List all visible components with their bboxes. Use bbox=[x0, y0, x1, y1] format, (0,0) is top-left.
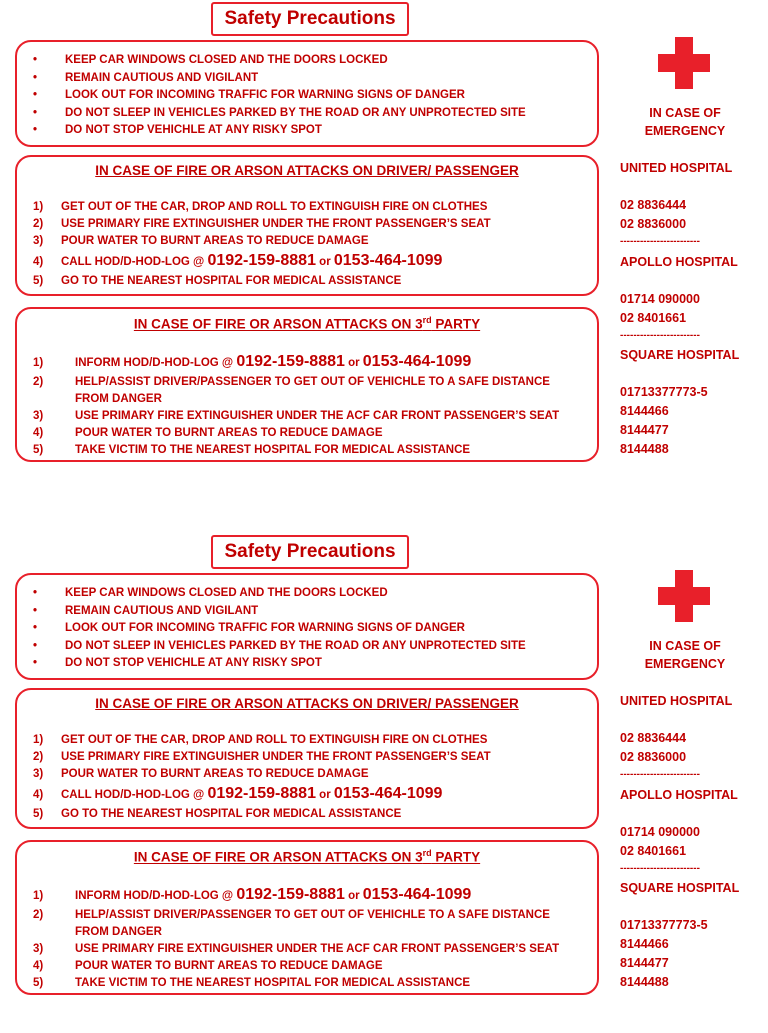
phone-number: 0192-159-8881 bbox=[207, 785, 316, 802]
third-party-heading: IN CASE OF FIRE OR ARSON ATTACKS ON 3rd PARTY bbox=[133, 848, 481, 865]
step-item: 5) TAKE VICTIM TO THE NEAREST HOSPITAL FOR MEDICAL ASSISTANCE bbox=[33, 444, 471, 456]
phone-number: 0153-464-1099 bbox=[362, 886, 472, 903]
driver-passenger-box bbox=[15, 688, 599, 829]
safety-card bbox=[0, 0, 768, 500]
separator: ------------------------ bbox=[620, 769, 700, 780]
separator: ------------------------ bbox=[620, 236, 700, 247]
precaution-item: • LOOK OUT FOR INCOMING TRAFFIC FOR WARNING SIGNS OF DANGER bbox=[33, 89, 465, 101]
precautions-list bbox=[33, 52, 526, 140]
phone-number: 02 8836444 bbox=[620, 198, 687, 212]
third-party-steps bbox=[33, 884, 559, 992]
precaution-item: • REMAIN CAUTIOUS AND VIGILANT bbox=[33, 71, 259, 84]
precaution-item: • DO NOT SLEEP IN VEHICLES PARKED BY THE ROAD OR ANY UNPROTECTED SITE bbox=[33, 106, 526, 119]
phone-number: 01713377773-5 bbox=[620, 918, 708, 932]
step-item: 4) CALL HOD/D-HOD-LOG @ 0192-159-8881 or 0153-464-1099 bbox=[33, 785, 443, 802]
phone-number: 0153-464-1099 bbox=[333, 252, 443, 269]
third-party-heading: IN CASE OF FIRE OR ARSON ATTACKS ON 3rd PARTY bbox=[133, 315, 481, 332]
hospital-name: SQUARE HOSPITAL bbox=[620, 348, 740, 362]
phone-number: 8144488 bbox=[620, 442, 669, 456]
step-item: 5) GO TO THE NEAREST HOSPITAL FOR MEDICAL ASSISTANCE bbox=[33, 275, 402, 287]
step-item: 1) INFORM HOD/D-HOD-LOG @ 0192-159-8881 or 0153-464-1099 bbox=[33, 353, 472, 370]
precautions-list bbox=[33, 585, 526, 673]
precautions-box bbox=[15, 573, 599, 680]
third-party-box bbox=[15, 307, 599, 462]
step-item: 1) GET OUT OF THE CAR, DROP AND ROLL TO EXTINGUISH FIRE ON CLOTHES bbox=[33, 734, 488, 746]
phone-number: 0192-159-8881 bbox=[236, 353, 345, 370]
driver-steps bbox=[33, 199, 491, 290]
hospital-name: SQUARE HOSPITAL bbox=[620, 881, 740, 895]
phone-number: 01714 090000 bbox=[620, 292, 700, 306]
precaution-item: • KEEP CAR WINDOWS CLOSED AND THE DOORS LOCKED bbox=[33, 587, 388, 599]
phone-number: 8144477 bbox=[620, 956, 669, 970]
step-item: 1) INFORM HOD/D-HOD-LOG @ 0192-159-8881 or 0153-464-1099 bbox=[33, 886, 472, 903]
phone-number: 8144466 bbox=[620, 404, 669, 418]
precaution-item: • DO NOT SLEEP IN VEHICLES PARKED BY THE ROAD OR ANY UNPROTECTED SITE bbox=[33, 639, 526, 652]
step-item: 3) POUR WATER TO BURNT AREAS TO REDUCE DAMAGE bbox=[33, 235, 369, 247]
third-party-box bbox=[15, 840, 599, 995]
safety-card bbox=[0, 533, 768, 1033]
phone-number: 8144488 bbox=[620, 975, 669, 989]
driver-passenger-box bbox=[15, 155, 599, 296]
separator: ------------------------ bbox=[620, 330, 700, 341]
phone-number: 02 8836000 bbox=[620, 750, 687, 764]
driver-section-heading: IN CASE OF FIRE OR ARSON ATTACKS ON DRIVER/ PASSENGER bbox=[95, 696, 519, 711]
phone-number: 0153-464-1099 bbox=[333, 785, 443, 802]
precaution-item: • DO NOT STOP VEHICHLE AT ANY RISKY SPOT bbox=[33, 124, 322, 136]
card-title: Safety Precautions bbox=[211, 2, 409, 36]
phone-number: 0192-159-8881 bbox=[236, 886, 345, 903]
third-party-steps bbox=[33, 351, 559, 459]
precaution-item: • REMAIN CAUTIOUS AND VIGILANT bbox=[33, 604, 259, 617]
phone-number: 8144466 bbox=[620, 937, 669, 951]
emergency-label: IN CASE OF EMERGENCY bbox=[644, 106, 726, 138]
phone-number: 02 8401661 bbox=[620, 311, 687, 325]
step-item: 4) POUR WATER TO BURNT AREAS TO REDUCE DAMAGE bbox=[33, 960, 383, 972]
phone-number: 02 8401661 bbox=[620, 844, 687, 858]
precautions-box bbox=[15, 40, 599, 147]
phone-number: 0192-159-8881 bbox=[207, 252, 316, 269]
step-item-continuation: FROM DANGER bbox=[75, 926, 162, 938]
red-cross-icon bbox=[658, 570, 710, 622]
step-item-continuation: FROM DANGER bbox=[75, 393, 162, 405]
phone-number: 8144477 bbox=[620, 423, 669, 437]
hospital-name: APOLLO HOSPITAL bbox=[620, 255, 738, 269]
step-item: 2) HELP/ASSIST DRIVER/PASSENGER TO GET OUT OF VEHICHLE TO A SAFE DISTANCE bbox=[33, 376, 550, 388]
step-item: 4) POUR WATER TO BURNT AREAS TO REDUCE DAMAGE bbox=[33, 427, 383, 439]
hospital-name: UNITED HOSPITAL bbox=[620, 694, 733, 708]
emergency-label: IN CASE OF EMERGENCY bbox=[644, 639, 726, 671]
step-item: 2) USE PRIMARY FIRE EXTINGUISHER UNDER THE FRONT PASSENGER’S SEAT bbox=[33, 218, 491, 230]
phone-number: 02 8836444 bbox=[620, 731, 687, 745]
step-item: 5) TAKE VICTIM TO THE NEAREST HOSPITAL FOR MEDICAL ASSISTANCE bbox=[33, 977, 471, 989]
step-item: 5) GO TO THE NEAREST HOSPITAL FOR MEDICAL ASSISTANCE bbox=[33, 808, 402, 820]
step-item: 4) CALL HOD/D-HOD-LOG @ 0192-159-8881 or 0153-464-1099 bbox=[33, 252, 443, 269]
red-cross-icon bbox=[658, 37, 710, 89]
step-item: 3) POUR WATER TO BURNT AREAS TO REDUCE DAMAGE bbox=[33, 768, 369, 780]
phone-number: 01714 090000 bbox=[620, 825, 700, 839]
hospital-name: APOLLO HOSPITAL bbox=[620, 788, 738, 802]
phone-number: 01713377773-5 bbox=[620, 385, 708, 399]
step-item: 1) GET OUT OF THE CAR, DROP AND ROLL TO EXTINGUISH FIRE ON CLOTHES bbox=[33, 201, 488, 213]
precaution-item: • KEEP CAR WINDOWS CLOSED AND THE DOORS LOCKED bbox=[33, 54, 388, 66]
precaution-item: • LOOK OUT FOR INCOMING TRAFFIC FOR WARNING SIGNS OF DANGER bbox=[33, 622, 465, 634]
step-item: 3) USE PRIMARY FIRE EXTINGUISHER UNDER THE ACF CAR FRONT PASSENGER’S SEAT bbox=[33, 410, 560, 422]
step-item: 2) USE PRIMARY FIRE EXTINGUISHER UNDER THE FRONT PASSENGER’S SEAT bbox=[33, 751, 491, 763]
driver-section-heading: IN CASE OF FIRE OR ARSON ATTACKS ON DRIVER/ PASSENGER bbox=[95, 163, 519, 178]
phone-number: 0153-464-1099 bbox=[362, 353, 472, 370]
card-title: Safety Precautions bbox=[211, 535, 409, 569]
driver-steps bbox=[33, 732, 491, 823]
phone-number: 02 8836000 bbox=[620, 217, 687, 231]
step-item: 2) HELP/ASSIST DRIVER/PASSENGER TO GET OUT OF VEHICHLE TO A SAFE DISTANCE bbox=[33, 909, 550, 921]
step-item: 3) USE PRIMARY FIRE EXTINGUISHER UNDER THE ACF CAR FRONT PASSENGER’S SEAT bbox=[33, 943, 560, 955]
hospital-name: UNITED HOSPITAL bbox=[620, 161, 733, 175]
precaution-item: • DO NOT STOP VEHICHLE AT ANY RISKY SPOT bbox=[33, 657, 322, 669]
separator: ------------------------ bbox=[620, 863, 700, 874]
